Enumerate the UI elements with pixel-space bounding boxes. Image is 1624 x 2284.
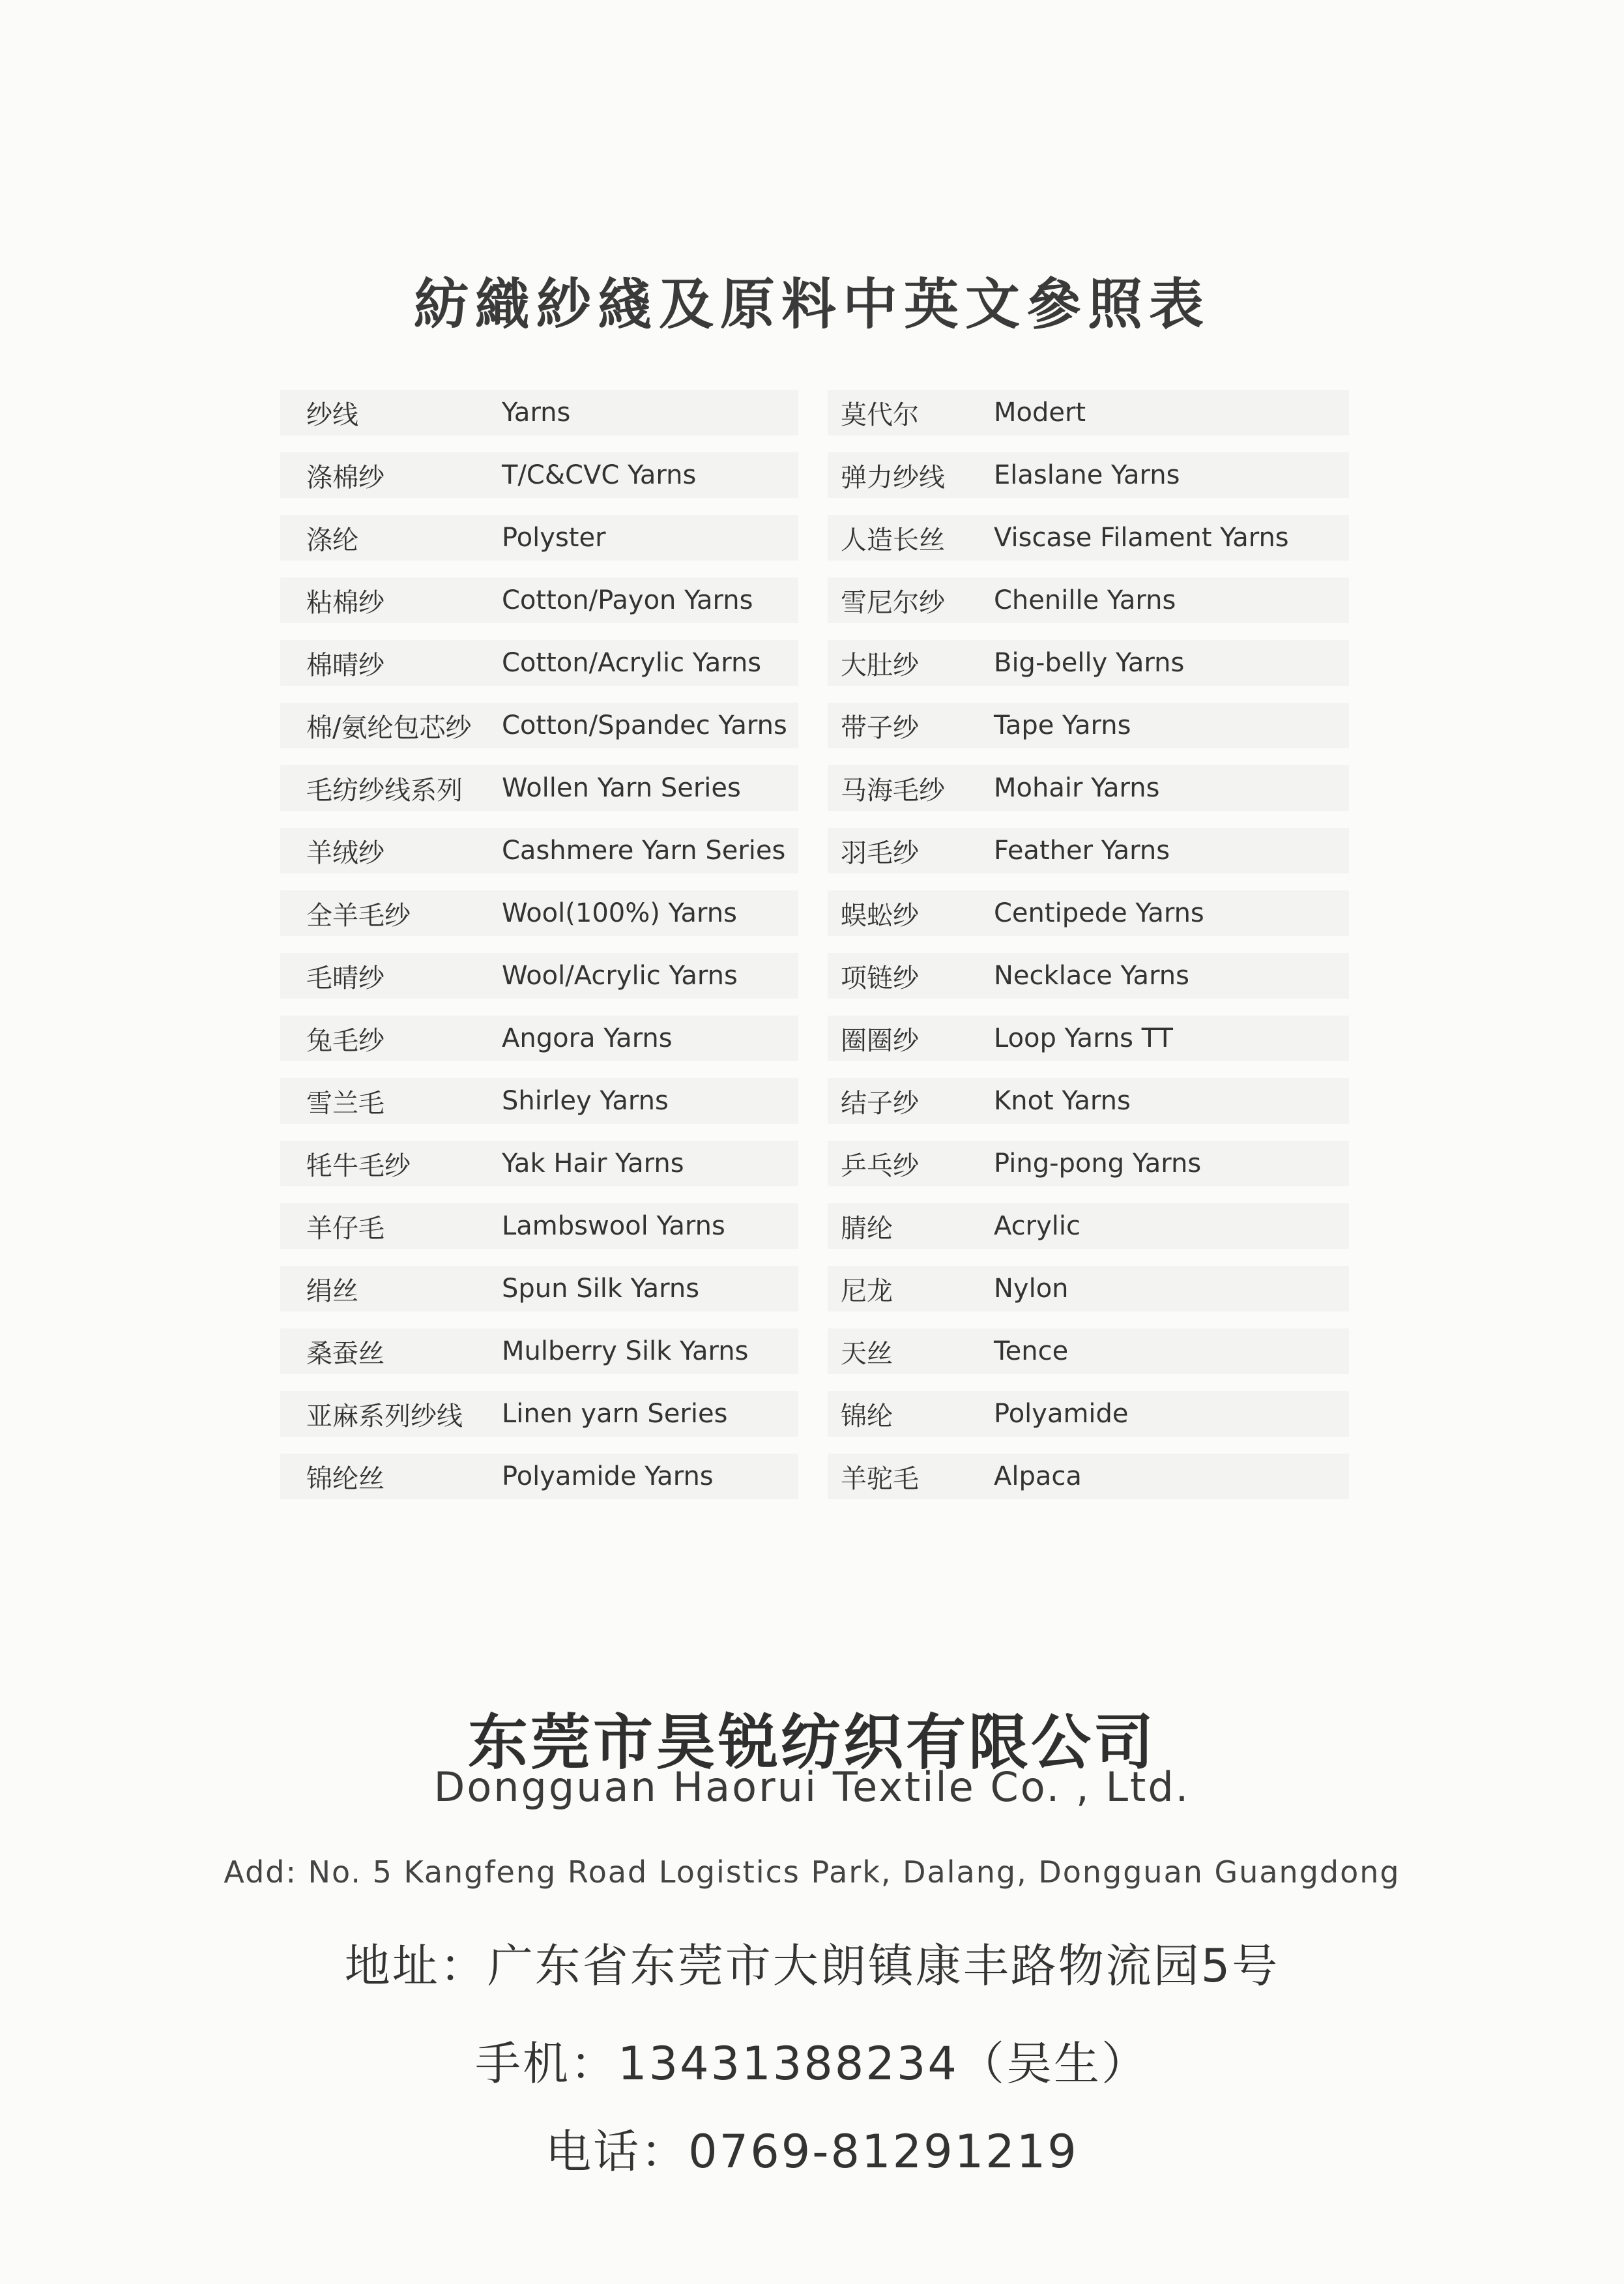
term-chinese: 锦纶丝 (306, 1463, 384, 1494)
table-row (280, 632, 1349, 694)
term-english: Modert (994, 398, 1086, 428)
table-row (280, 882, 1349, 944)
table-row (280, 757, 1349, 819)
left-entry (280, 515, 798, 561)
term-chinese: 马海毛纱 (841, 775, 945, 806)
term-english: Cotton/Acrylic Yarns (502, 648, 762, 678)
left-entry (280, 390, 798, 435)
term-english: Wollen Yarn Series (502, 773, 741, 803)
table-row (280, 1445, 1349, 1508)
term-chinese: 毛纺纱线系列 (306, 775, 463, 806)
term-english: Cashmere Yarn Series (502, 836, 786, 866)
table-row (280, 1007, 1349, 1070)
term-chinese: 涤纶 (306, 525, 358, 555)
term-english: Knot Yarns (994, 1086, 1131, 1116)
term-english: Big-belly Yarns (994, 648, 1185, 678)
term-chinese: 棉/氨纶包芯纱 (306, 712, 472, 743)
term-chinese: 亚麻系列纱线 (306, 1401, 463, 1431)
term-english: Cotton/Spandec Yarns (502, 710, 787, 740)
term-english: Polyamide Yarns (502, 1461, 714, 1491)
term-chinese: 人造长丝 (841, 525, 945, 555)
term-english: Viscase Filament Yarns (994, 523, 1289, 553)
left-entry (280, 1328, 798, 1374)
reference-table (280, 381, 1349, 1508)
address-en: Add: No. 5 Kangfeng Road Logistics Park, Dalang, Dongguan Guangdong (224, 1854, 1400, 1890)
right-entry (828, 953, 1349, 999)
term-english: Wool/Acrylic Yarns (502, 961, 738, 991)
left-entry (280, 1016, 798, 1061)
term-chinese: 羊仔毛 (306, 1213, 384, 1244)
table-row (280, 381, 1349, 444)
right-entry (828, 1203, 1349, 1249)
term-english: Nylon (994, 1274, 1069, 1304)
term-chinese: 圈圈纱 (841, 1025, 919, 1056)
term-english: Ping-pong Yarns (994, 1149, 1202, 1179)
right-entry (828, 890, 1349, 936)
right-entry (828, 452, 1349, 498)
table-row (280, 1132, 1349, 1195)
right-entry (828, 1391, 1349, 1437)
right-entry (828, 703, 1349, 748)
term-chinese: 羊绒纱 (306, 838, 384, 868)
term-chinese: 莫代尔 (841, 400, 919, 430)
term-english: Elaslane Yarns (994, 460, 1180, 490)
term-chinese: 羊驼毛 (841, 1463, 919, 1494)
term-english: Acrylic (994, 1211, 1080, 1241)
term-english: Tence (994, 1336, 1069, 1366)
table-row (280, 694, 1349, 757)
term-chinese: 绢丝 (306, 1276, 358, 1306)
term-english: Mulberry Silk Yarns (502, 1336, 749, 1366)
term-english: Mohair Yarns (994, 773, 1160, 803)
table-row (280, 1195, 1349, 1257)
left-entry (280, 953, 798, 999)
right-entry (828, 1266, 1349, 1311)
term-chinese: 涤棉纱 (306, 462, 384, 493)
right-entry (828, 1454, 1349, 1499)
right-entry (828, 765, 1349, 811)
left-entry (280, 1141, 798, 1186)
page-title: 紡織紗綫及原料中英文參照表 (413, 272, 1210, 336)
term-english: Loop Yarns TT (994, 1023, 1173, 1053)
term-english: Polyster (502, 523, 606, 553)
left-entry (280, 765, 798, 811)
table-row (280, 506, 1349, 569)
term-chinese: 天丝 (841, 1338, 893, 1369)
left-entry (280, 890, 798, 936)
term-chinese: 大肚纱 (841, 650, 919, 681)
term-chinese: 腈纶 (841, 1213, 893, 1244)
table-row (280, 444, 1349, 506)
table-row (280, 944, 1349, 1007)
phone-number: 电话：0769-81291219 (545, 2125, 1079, 2178)
term-english: Chenille Yarns (994, 585, 1176, 615)
left-entry (280, 1266, 798, 1311)
left-entry (280, 1454, 798, 1499)
left-entry (280, 1078, 798, 1124)
company-name-en: Dongguan Haorui Textile Co. , Ltd. (433, 1763, 1191, 1811)
term-chinese: 带子纱 (841, 712, 919, 743)
right-entry (828, 1328, 1349, 1374)
term-english: Angora Yarns (502, 1023, 673, 1053)
right-entry (828, 828, 1349, 873)
term-chinese: 乒乓纱 (841, 1150, 919, 1181)
term-english: Feather Yarns (994, 836, 1170, 866)
term-chinese: 蜈蚣纱 (841, 900, 919, 931)
right-entry (828, 390, 1349, 435)
right-entry (828, 640, 1349, 686)
term-chinese: 雪兰毛 (306, 1088, 384, 1119)
left-entry (280, 828, 798, 873)
term-chinese: 粘棉纱 (306, 587, 384, 618)
term-english: Polyamide (994, 1399, 1129, 1429)
term-chinese: 全羊毛纱 (306, 900, 411, 931)
table-row (280, 1383, 1349, 1445)
term-chinese: 尼龙 (841, 1276, 893, 1306)
term-english: Cotton/Payon Yarns (502, 585, 753, 615)
table-row (280, 1320, 1349, 1383)
left-entry (280, 1203, 798, 1249)
table-row (280, 569, 1349, 632)
term-chinese: 纱线 (306, 400, 358, 430)
term-english: Yarns (502, 398, 571, 428)
right-entry (828, 1078, 1349, 1124)
term-chinese: 羽毛纱 (841, 838, 919, 868)
term-english: Lambswool Yarns (502, 1211, 725, 1241)
right-entry (828, 515, 1349, 561)
term-chinese: 兔毛纱 (306, 1025, 384, 1056)
term-english: T/C&CVC Yarns (502, 460, 697, 490)
term-chinese: 结子纱 (841, 1088, 919, 1119)
right-entry (828, 1016, 1349, 1061)
term-english: Shirley Yarns (502, 1086, 669, 1116)
left-entry (280, 1391, 798, 1437)
left-entry (280, 703, 798, 748)
term-english: Necklace Yarns (994, 961, 1189, 991)
table-row (280, 1257, 1349, 1320)
term-chinese: 项链纱 (841, 963, 919, 993)
term-chinese: 雪尼尔纱 (841, 587, 945, 618)
right-entry (828, 578, 1349, 623)
term-chinese: 棉晴纱 (306, 650, 384, 681)
table-row (280, 819, 1349, 882)
term-english: Spun Silk Yarns (502, 1274, 700, 1304)
table-row (280, 1070, 1349, 1132)
term-chinese: 桑蚕丝 (306, 1338, 384, 1369)
right-entry (828, 1141, 1349, 1186)
term-english: Centipede Yarns (994, 898, 1204, 928)
term-chinese: 毛晴纱 (306, 963, 384, 993)
term-english: Tape Yarns (994, 710, 1131, 740)
left-entry (280, 578, 798, 623)
address-zh: 地址：广东省东莞市大朗镇康丰路物流园5号 (344, 1939, 1280, 1993)
term-english: Wool(100%) Yarns (502, 898, 737, 928)
mobile-number: 手机：13431388234（吴生） (475, 2037, 1149, 2090)
left-entry (280, 640, 798, 686)
term-english: Linen yarn Series (502, 1399, 728, 1429)
left-entry (280, 452, 798, 498)
company-name-zh: 东莞市昊锐纺织有限公司 (467, 1708, 1156, 1778)
term-chinese: 牦牛毛纱 (306, 1150, 411, 1181)
term-chinese: 弹力纱线 (841, 462, 945, 493)
term-english: Alpaca (994, 1461, 1082, 1491)
term-chinese: 锦纶 (841, 1401, 893, 1431)
term-english: Yak Hair Yarns (502, 1149, 684, 1179)
